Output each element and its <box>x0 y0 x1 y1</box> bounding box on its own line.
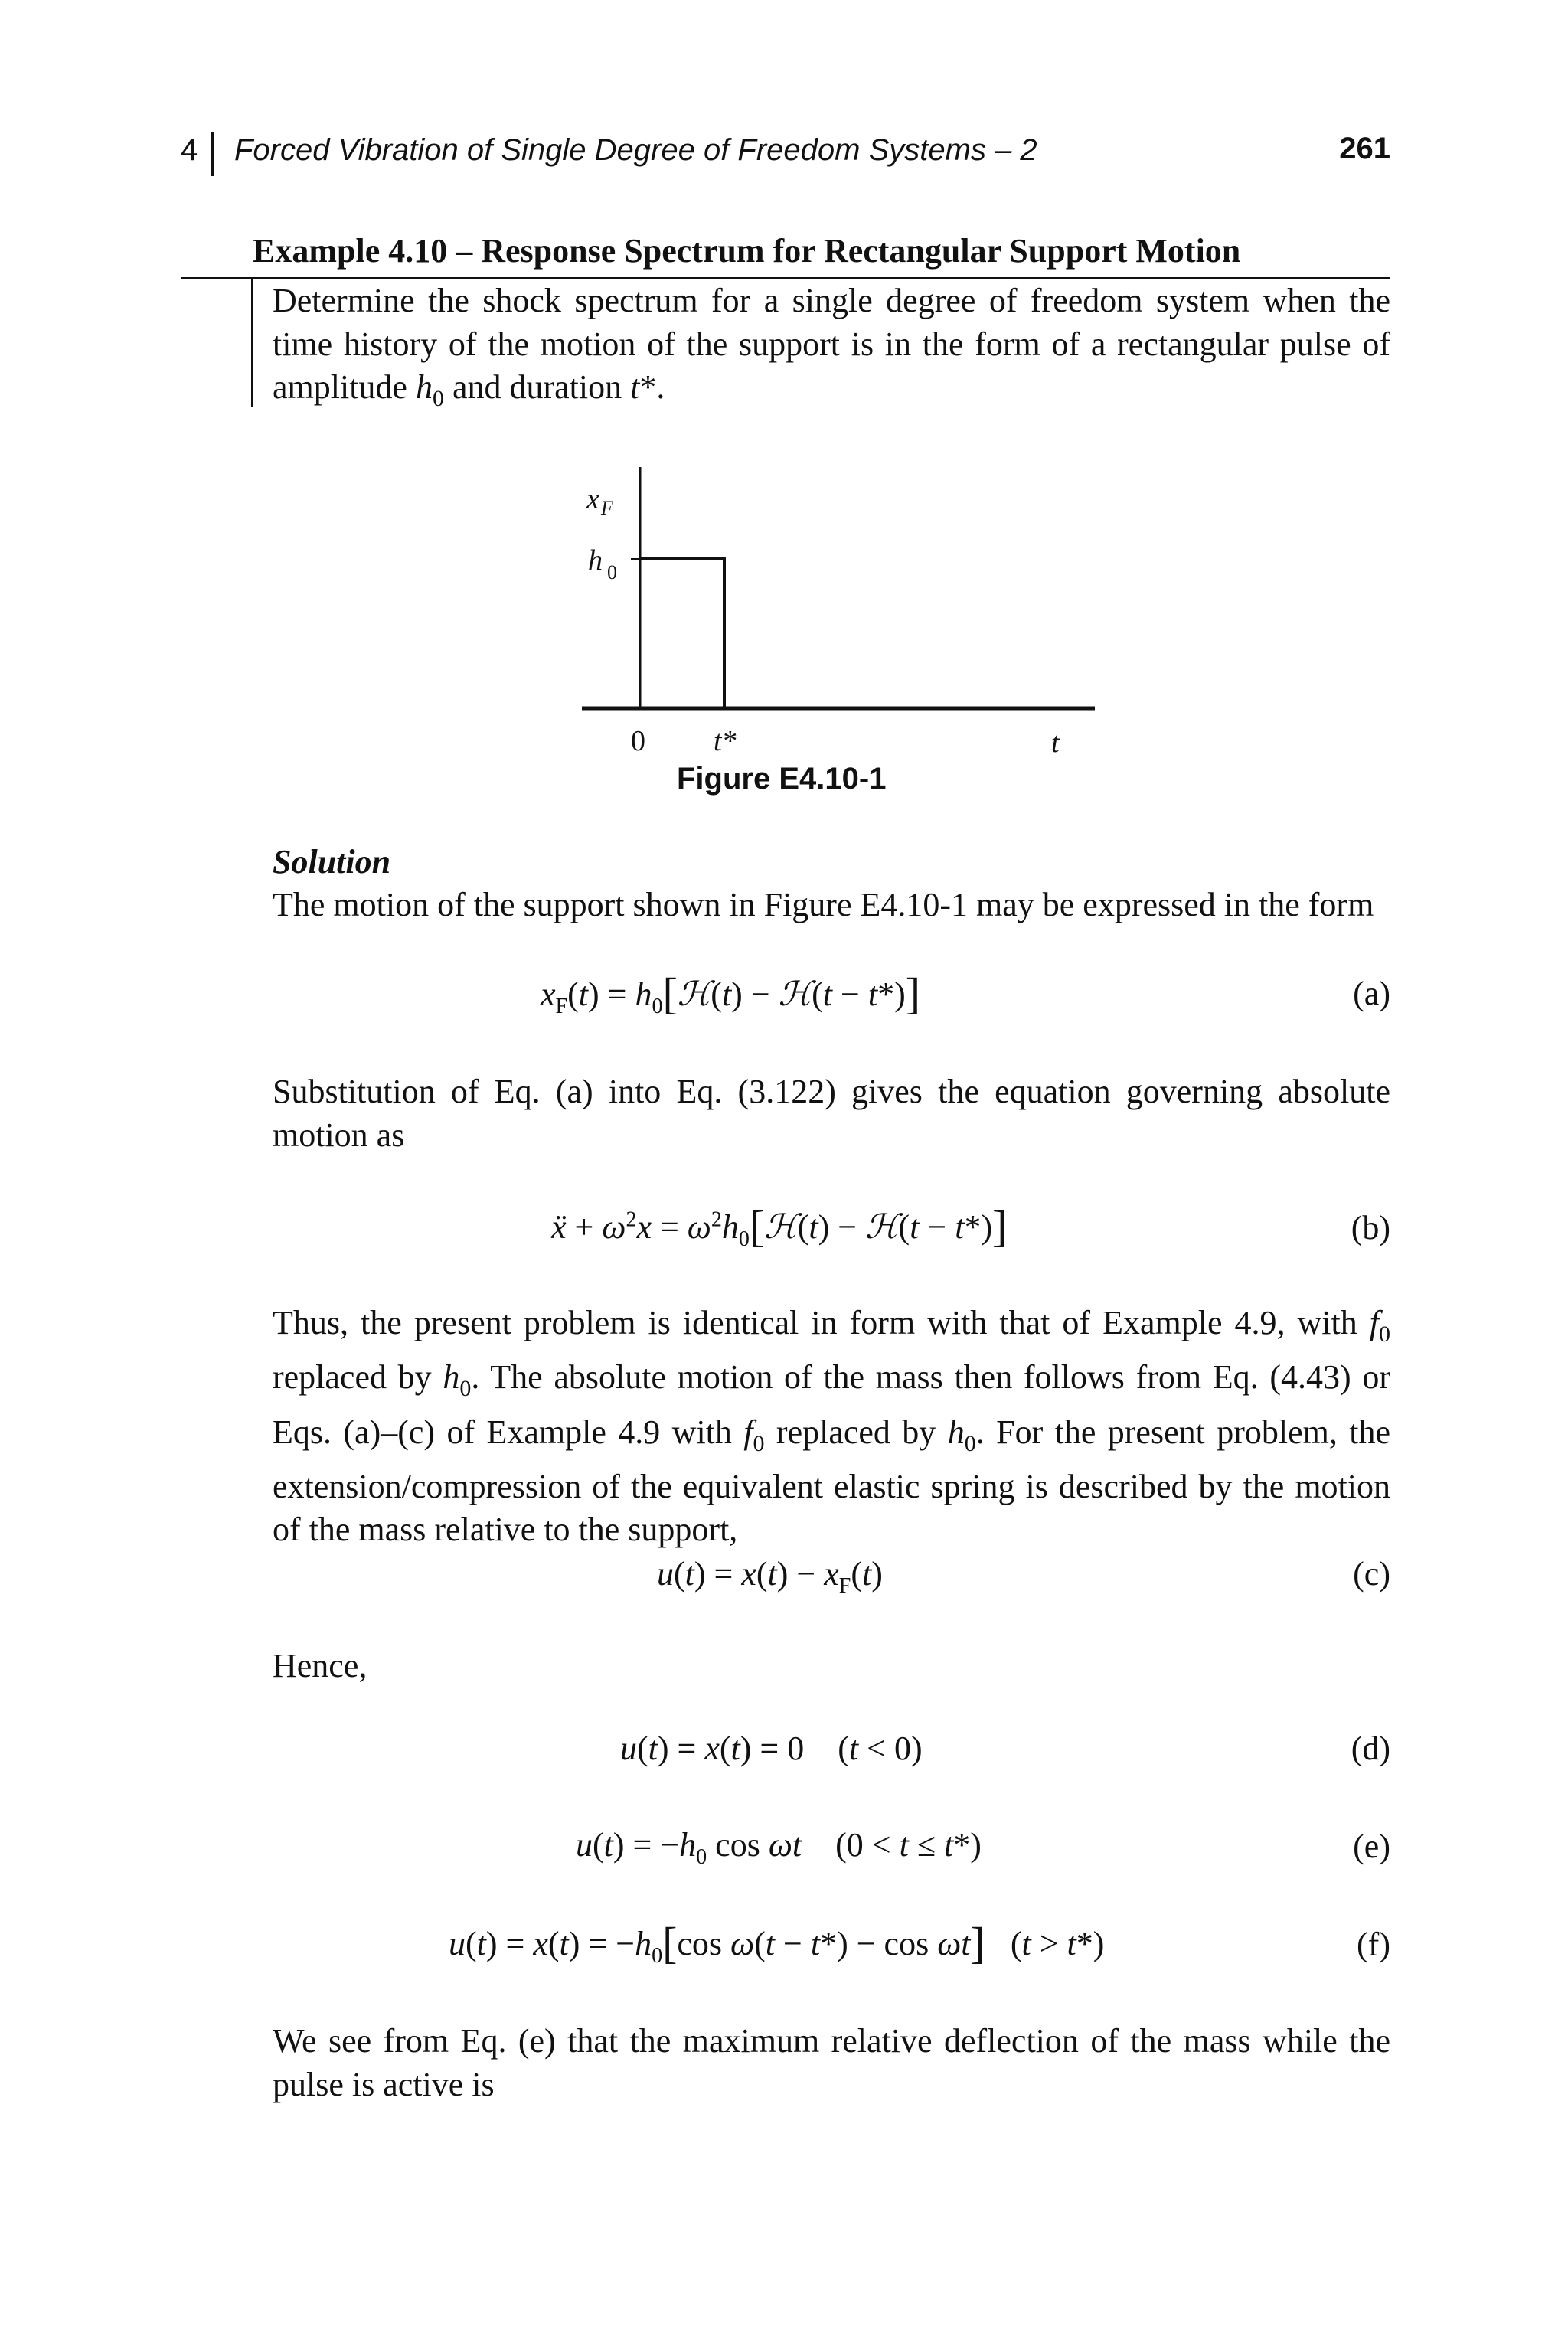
page-number: 261 <box>1339 132 1390 165</box>
figure-rectangular-pulse <box>567 459 1118 773</box>
solution-para-4: We see from Eq. (e) that the maximum relative deflection of the mass while the pulse is active is <box>273 2022 1390 2103</box>
running-header <box>181 132 1390 178</box>
x-axis-label: t <box>1051 727 1060 759</box>
equation-e: $u(t) = -h_0$ cos ωt (0 < t ≤ t*) <box>576 1826 982 1869</box>
chapter-title: Forced Vibration of Single Degree of Freedom Systems – 2 <box>234 133 1037 167</box>
problem-sidebar-rule <box>251 279 253 407</box>
equation-f-label: (f) <box>1357 1926 1390 1963</box>
equation-b-label: (b) <box>1351 1209 1390 1246</box>
equation-c-label: (c) <box>1353 1555 1390 1593</box>
equation-c: $u(t) = x(t) - x_F(t)$ <box>657 1555 883 1598</box>
origin-label: 0 <box>631 725 645 757</box>
hence-text: Hence, <box>273 1647 368 1684</box>
problem-statement: Determine the shock spectrum for a single degree of freedom system when the time history of the motion of the support is in the form of a rectangular pulse of amplitude $h_0$ and duration t*. <box>273 282 1390 411</box>
equation-b: ẍ + $\omega^2x$ = $\omega^2h_0[ℋ(t)$ − ℋ(t − t*)] <box>551 1201 1008 1251</box>
h0-label: h $_0$ <box>588 544 617 583</box>
tstar-label: t* <box>714 725 737 757</box>
example-title: Example 4.10 – Response Spectrum for Rectangular Support Motion <box>253 232 1241 270</box>
equation-d: u(t) = x(t) = 0 (t < 0) <box>620 1730 923 1767</box>
equation-e-label: (e) <box>1353 1828 1390 1865</box>
header-divider <box>211 132 214 176</box>
solution-para-3: Thus, the present problem is identical in form with that of Example 4.9, with $f_0$ replaced by $h_0$. The absolute motion of the mass then follows from Eq. (4.43) or Eqs. (a)–(c) of Example 4.9 with $f_0$ replaced by $h_0$. For the present problem, the extension/compression of the equivalent elastic spring is described by the motion of the mass relative to the support, <box>273 1304 1391 1549</box>
equation-a-label: (a) <box>1353 975 1390 1012</box>
solution-para-2: Substitution of Eq. (a) into Eq. (3.122) gives the equation governing absolute motion as <box>273 1073 1390 1154</box>
figure-caption: Figure E4.10-1 <box>677 762 887 796</box>
y-axis-label: $x_F$ <box>586 483 613 519</box>
equation-f: $u(t) = x(t) = -h_0[\cos$ ω(t − t*) − cos ωt] (t > t*) <box>449 1918 1105 1968</box>
equation-d-label: (d) <box>1351 1730 1390 1767</box>
equation-a: $x_F(t)$ = $h_0[ℋ(t)$ − ℋ(t − t*)] <box>541 969 921 1018</box>
solution-heading: Solution <box>273 843 391 880</box>
solution-para-1: The motion of the support shown in Figure E4.10-1 may be expressed in the form <box>273 886 1374 923</box>
chapter-number: 4 <box>181 133 198 167</box>
